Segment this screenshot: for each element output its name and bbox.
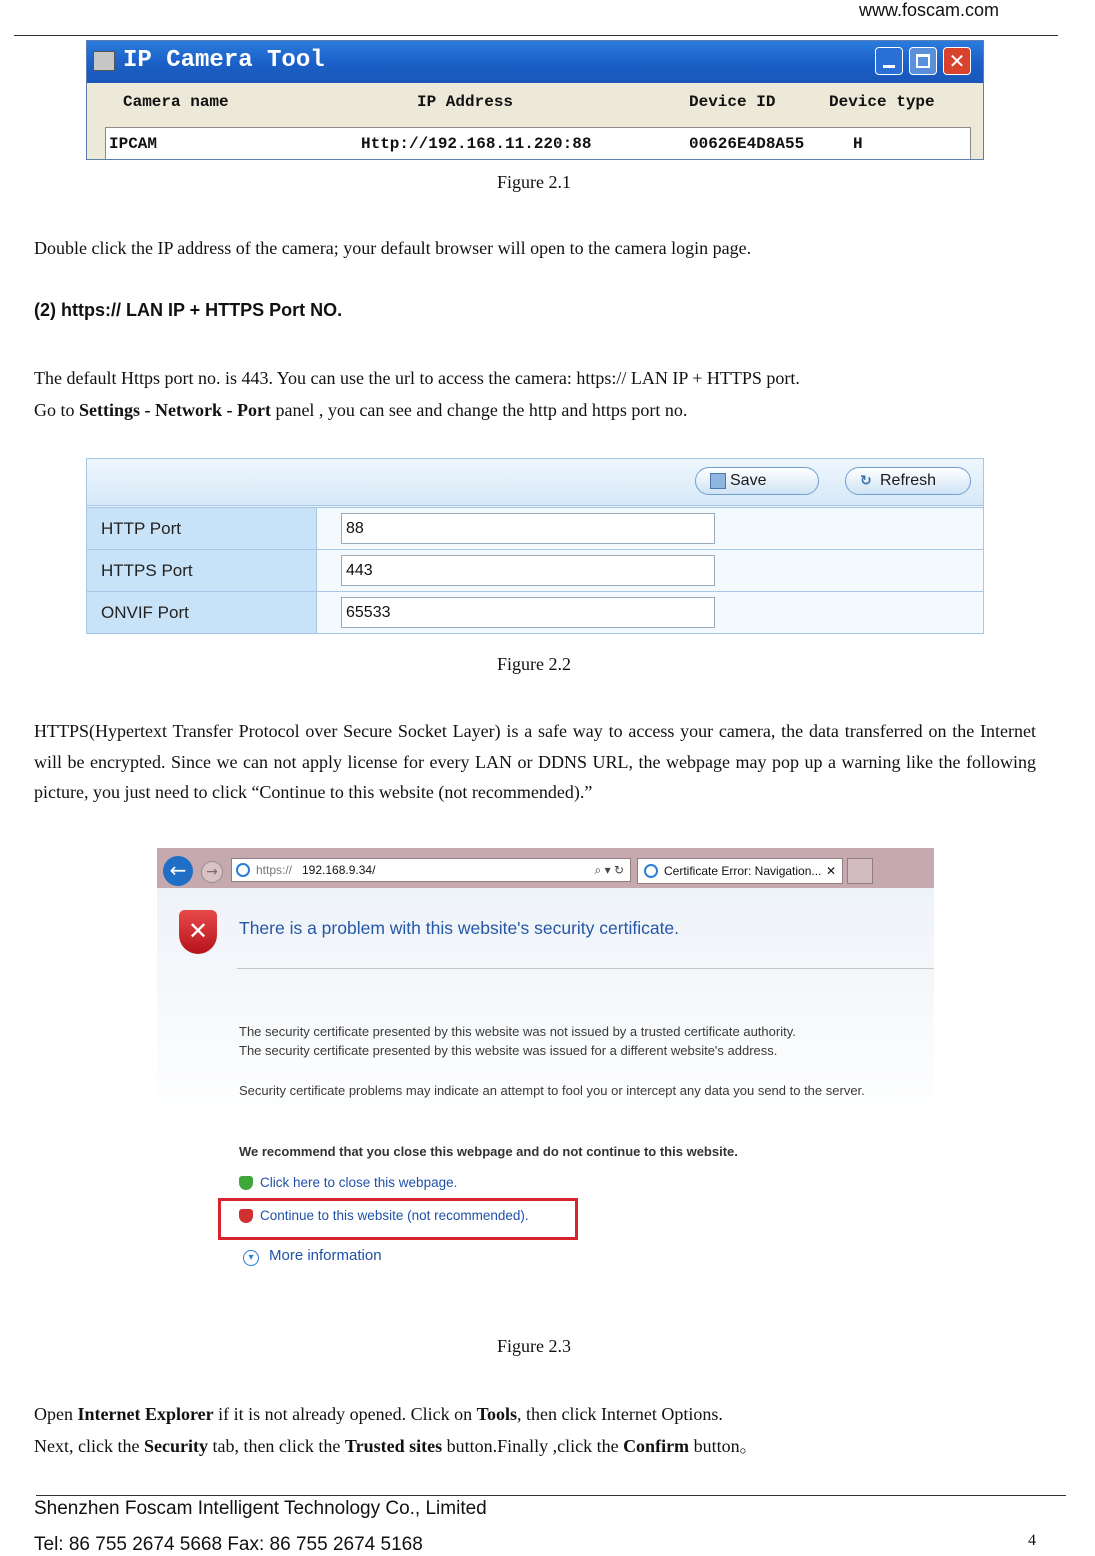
camera-app-icon [93, 51, 115, 71]
device-type-cell: H [853, 135, 863, 153]
setting-label: ONVIF Port [87, 592, 317, 633]
ie-logo-icon [236, 863, 250, 877]
column-header-camera-name: Camera name [123, 93, 229, 111]
setting-value-cell [317, 592, 983, 633]
onvif-port-input[interactable]: 65533 [341, 597, 715, 628]
certificate-error-page [157, 888, 934, 1324]
paragraph [34, 1400, 723, 1428]
camera-name-cell: IPCAM [109, 135, 158, 153]
settings-toolbar [87, 459, 983, 506]
header-rule [14, 35, 1058, 36]
forward-arrow-icon: → [206, 864, 218, 880]
menu-path: Settings - Network - Port [79, 400, 271, 420]
text: Open [34, 1404, 78, 1424]
divider [237, 968, 934, 969]
text: tab, then click the [207, 1436, 345, 1456]
browser-toolbar [157, 848, 934, 888]
figure-caption: Figure 2.1 [497, 172, 571, 192]
page-number: 4 [1028, 1532, 1036, 1549]
bold-term: Tools [476, 1404, 517, 1424]
address-bar[interactable] [231, 858, 631, 882]
figure-ip-camera-tool [86, 40, 984, 160]
text: Next, click the [34, 1436, 144, 1456]
ip-address-cell[interactable]: Http://192.168.11.220:88 [361, 135, 592, 153]
bold-term: Internet Explorer [77, 1404, 214, 1424]
error-detail-line: The security certificate presented by this website was issued for a different website's address. [239, 1043, 778, 1058]
text: button。 [689, 1436, 758, 1456]
setting-label: HTTP Port [87, 508, 317, 549]
text: panel , you can see and change the http and https port no. [270, 400, 688, 420]
save-button[interactable] [695, 467, 819, 495]
bold-term: Security [143, 1436, 208, 1456]
column-header-device-type: Device type [829, 93, 935, 111]
tab-title: Certificate Error: Navigation... [664, 864, 822, 878]
refresh-icon: ↻ [860, 473, 872, 489]
setting-value-cell [317, 550, 983, 591]
figure-port-settings [86, 458, 984, 634]
ie-logo-icon [644, 864, 658, 878]
back-button[interactable] [163, 856, 193, 886]
bold-term: Confirm [623, 1436, 690, 1456]
maximize-button[interactable] [909, 47, 937, 75]
save-icon [710, 473, 726, 489]
red-shield-icon [239, 1209, 253, 1223]
bold-term: Trusted sites [344, 1436, 443, 1456]
paragraph: The default Https port no. is 443. You can use the url to access the camera: https:// LAN IP + HTTPS port. [34, 368, 800, 388]
window-titlebar [87, 41, 983, 83]
expand-circle-icon: ▾ [243, 1250, 259, 1266]
paragraph [34, 396, 687, 424]
footer-company: Shenzhen Foscam Intelligent Technology Co., Limited [34, 1498, 487, 1519]
text: , then click Internet Options. [516, 1404, 723, 1424]
https-port-input[interactable]: 443 [341, 555, 715, 586]
figure-certificate-error [157, 848, 934, 1324]
figure-caption: Figure 2.3 [497, 1336, 571, 1356]
tab-certificate-error[interactable] [637, 858, 843, 884]
paragraph: Double click the IP address of the camera; your default browser will open to the camera login page. [34, 238, 752, 258]
error-heading: There is a problem with this website's security certificate. [239, 918, 680, 938]
column-header-ip-address: IP Address [417, 93, 514, 111]
settings-row [87, 507, 983, 549]
column-header-device-id: Device ID [689, 93, 776, 111]
close-webpage-link[interactable]: Click here to close this webpage. [260, 1175, 458, 1190]
figure-caption: Figure 2.2 [497, 654, 571, 674]
header-website: www.foscam.com [858, 0, 999, 20]
green-shield-icon [239, 1176, 253, 1190]
settings-row [87, 591, 983, 633]
text: button.Finally ,click the [442, 1436, 624, 1456]
paragraph [34, 1432, 758, 1460]
close-icon: ✕ [948, 49, 966, 73]
device-id-cell: 00626E4D8A55 [689, 135, 805, 153]
paragraph: HTTPS(Hypertext Transfer Protocol over Secure Socket Layer) is a safe way to access your camera, the data transferred on the Internet will be encrypted. Since we can not apply license for every LAN or DDNS URL, the webpage may pop up a warning like the following picture, you just need to click “Continue to this website (not recommended).” [34, 721, 1036, 802]
more-information-link[interactable]: More information [269, 1247, 382, 1264]
tab-close-icon[interactable]: ✕ [825, 864, 836, 878]
forward-button[interactable] [201, 861, 223, 883]
address-scheme: https:// [256, 863, 293, 877]
window-title: IP Camera Tool [123, 47, 325, 74]
search-refresh-icons[interactable]: ⌕ ▾ ↻ [594, 863, 624, 877]
footer-contact: Tel: 86 755 2674 5668 Fax: 86 755 2674 5168 [34, 1534, 423, 1555]
http-port-input[interactable]: 88 [341, 513, 715, 544]
back-arrow-icon: ← [169, 858, 187, 882]
address-host: 192.168.9.34/ [302, 863, 376, 877]
continue-to-website-link[interactable]: Continue to this website (not recommended). [260, 1208, 529, 1223]
new-tab-button[interactable] [847, 858, 873, 884]
section-heading: (2) https:// LAN IP + HTTPS Port NO. [34, 300, 343, 320]
error-detail-line: Security certificate problems may indicate an attempt to fool you or intercept any data you send to the server. [239, 1083, 865, 1098]
recommendation-text: We recommend that you close this webpage and do not continue to this website. [239, 1144, 738, 1159]
minimize-button[interactable] [875, 47, 903, 75]
security-error-shield-icon: ✕ [179, 910, 217, 954]
setting-value-cell [317, 508, 983, 549]
text: Go to [34, 400, 79, 420]
close-button[interactable] [943, 47, 971, 75]
refresh-label: Refresh [880, 472, 937, 489]
error-detail-line: The security certificate presented by this website was not issued by a trusted certificate authority. [239, 1024, 796, 1039]
setting-label: HTTPS Port [87, 550, 317, 591]
settings-row [87, 549, 983, 591]
save-label: Save [730, 472, 767, 489]
text: if it is not already opened. Click on [213, 1404, 477, 1424]
footer-rule [36, 1495, 1066, 1496]
refresh-button[interactable] [845, 467, 971, 495]
